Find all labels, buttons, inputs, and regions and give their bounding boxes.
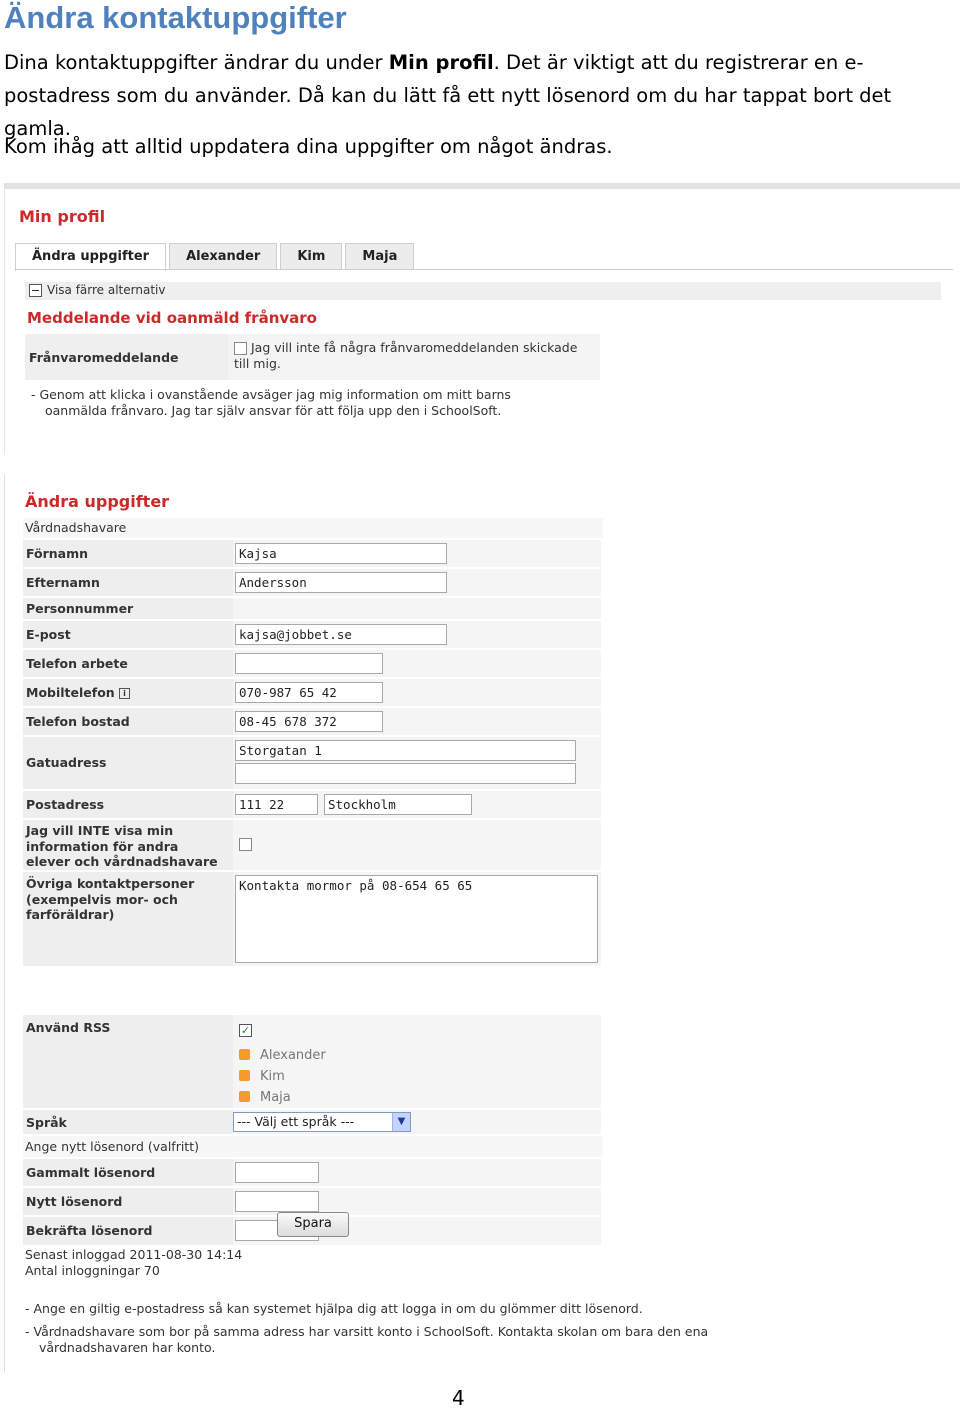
- street-input-2[interactable]: [235, 763, 576, 784]
- other-contacts-textarea[interactable]: Kontakta mormor på 08-654 65 65: [235, 875, 598, 963]
- tab-kim[interactable]: Kim: [280, 243, 342, 269]
- row-new-password: [23, 1188, 601, 1215]
- absence-label: Frånvaromeddelande: [29, 350, 179, 365]
- tab-divider: [15, 269, 953, 270]
- note-guardian-2: vårdnadshavaren har konto.: [39, 1340, 216, 1355]
- email-label: E-post: [26, 627, 71, 642]
- min-profil-emphasis: Min profil: [388, 51, 494, 74]
- absence-heading: Meddelande vid oanmäld frånvaro: [27, 309, 317, 327]
- rss-icon: [239, 1091, 250, 1102]
- email-input[interactable]: kajsa@jobbet.se: [235, 624, 447, 645]
- personal-number-label: Personnummer: [26, 601, 134, 616]
- rss-item-kim[interactable]: [239, 1069, 285, 1084]
- toggle-options-bar[interactable]: [25, 282, 941, 300]
- old-password-input[interactable]: [235, 1162, 319, 1183]
- row-last-name: [23, 569, 601, 596]
- other-contacts-label-1: Övriga kontaktpersoner: [26, 876, 195, 891]
- absence-row: [25, 334, 600, 380]
- rss-item-maja[interactable]: [239, 1090, 291, 1105]
- row-postal: [23, 791, 601, 818]
- absence-note-1: - Genom att klicka i ovanstående avsäger jag mig information om mitt barns: [31, 387, 511, 402]
- row-other-contacts: [23, 872, 601, 966]
- row-email: [23, 621, 601, 648]
- check-icon: ✓: [240, 1024, 251, 1037]
- language-select[interactable]: [233, 1112, 411, 1132]
- hide-info-label-3: elever och vårdnadshavare: [26, 854, 218, 869]
- info-icon[interactable]: i: [119, 688, 130, 699]
- profile-tabs: [15, 243, 414, 269]
- page-number: 4: [452, 1386, 465, 1410]
- first-name-label: Förnamn: [26, 546, 89, 561]
- toggle-options-label[interactable]: Visa färre alternativ: [47, 283, 166, 297]
- row-hide-info: [23, 820, 601, 870]
- hide-info-checkbox[interactable]: [239, 838, 252, 851]
- hide-info-label: [26, 823, 218, 870]
- other-contacts-label-3: farföräldrar): [26, 907, 115, 922]
- home-phone-label: Telefon bostad: [26, 714, 130, 729]
- intro-text-c: . Det är viktigt att du registrerar en e-postadress som du använder. Då kan du lätt få ett nytt lösenord om du har tappat bort det gamla.: [4, 51, 892, 140]
- row-street: [23, 737, 601, 789]
- row-language: [23, 1110, 601, 1134]
- row-mobile: [23, 679, 601, 706]
- hide-info-cell: [233, 820, 601, 870]
- new-password-label: Nytt lösenord: [26, 1194, 123, 1209]
- note-email: - Ange en giltig e-postadress så kan systemet hjälpa dig att logga in om du glömmer ditt lösenord.: [25, 1301, 643, 1316]
- edit-form-screenshot: [4, 474, 960, 1372]
- tab-andra-uppgifter[interactable]: Ändra uppgifter: [15, 243, 166, 271]
- hide-info-label-2: information för andra: [26, 838, 179, 854]
- rss-child-name: Alexander: [260, 1048, 326, 1063]
- row-rss: [23, 1015, 601, 1108]
- other-contacts-label: [26, 876, 194, 923]
- absence-option: [234, 340, 594, 372]
- last-login: Senast inloggad 2011-08-30 14:14: [25, 1247, 243, 1262]
- absence-note-2: oanmälda frånvaro. Jag tar själv ansvar för att följa upp den i SchoolSoft.: [45, 403, 502, 418]
- row-work-phone: [23, 650, 601, 677]
- mobile-label: Mobiltelefon: [26, 685, 115, 700]
- street-input-1[interactable]: Storgatan 1: [235, 740, 576, 761]
- work-phone-label: Telefon arbete: [26, 656, 128, 671]
- work-phone-input[interactable]: [235, 653, 383, 674]
- intro-text-a: Dina kontaktuppgifter ändrar du under: [4, 51, 389, 74]
- rss-icon: [239, 1070, 250, 1081]
- collapse-icon[interactable]: [29, 284, 42, 297]
- rss-child-name: Maja: [260, 1090, 291, 1105]
- city-input[interactable]: Stockholm: [324, 794, 472, 815]
- other-contacts-label-2: (exempelvis mor- och: [26, 891, 178, 907]
- language-selected: --- Välj ett språk ---: [237, 1114, 355, 1129]
- postal-code-input[interactable]: 111 22: [235, 794, 318, 815]
- absence-value-cell: [228, 334, 600, 380]
- tab-maja[interactable]: Maja: [345, 243, 414, 269]
- chevron-down-icon[interactable]: ▼: [392, 1113, 410, 1131]
- rss-checkbox[interactable]: [239, 1024, 252, 1037]
- login-count: Antal inloggningar 70: [25, 1263, 160, 1278]
- row-old-password: [23, 1159, 601, 1186]
- document-title: Ändra kontaktuppgifter: [4, 0, 347, 35]
- row-personal-number: [23, 598, 601, 619]
- profile-heading: Min profil: [19, 207, 106, 226]
- street-label: Gatuadress: [26, 755, 107, 770]
- new-password-input[interactable]: [235, 1191, 319, 1212]
- rss-item-alexander[interactable]: [239, 1048, 326, 1063]
- postal-label: Postadress: [26, 797, 105, 812]
- reminder-paragraph: Kom ihåg att alltid uppdatera dina uppgifter om något ändras.: [4, 135, 613, 158]
- mobile-input[interactable]: 070-987 65 42: [235, 682, 383, 703]
- tab-alexander[interactable]: Alexander: [169, 243, 277, 269]
- rss-child-name: Kim: [260, 1069, 285, 1084]
- home-phone-input[interactable]: 08-45 678 372: [235, 711, 383, 732]
- form-heading: Ändra uppgifter: [25, 492, 170, 511]
- absence-checkbox[interactable]: [234, 342, 247, 355]
- note-guardian-1: - Vårdnadshavare som bor på samma adress har varsitt konto i SchoolSoft. Kontakta skolan om bara den ena: [25, 1324, 709, 1339]
- last-name-label: Efternamn: [26, 575, 100, 590]
- mobile-label-group: [26, 685, 130, 701]
- guardian-subhead: Vårdnadshavare: [23, 518, 603, 538]
- row-home-phone: [23, 708, 601, 735]
- new-password-subhead: Ange nytt lösenord (valfritt): [23, 1136, 603, 1157]
- save-button[interactable]: Spara: [277, 1212, 349, 1237]
- confirm-password-label: Bekräfta lösenord: [26, 1223, 153, 1238]
- last-name-input[interactable]: Andersson: [235, 572, 447, 593]
- hide-info-label-1: Jag vill INTE visa min: [26, 823, 174, 838]
- rss-icon: [239, 1049, 250, 1060]
- old-password-label: Gammalt lösenord: [26, 1165, 156, 1180]
- language-label: Språk: [26, 1115, 67, 1130]
- first-name-input[interactable]: Kajsa: [235, 543, 447, 564]
- profile-screenshot: [4, 183, 960, 455]
- rss-label: Använd RSS: [26, 1020, 111, 1035]
- row-first-name: [23, 540, 601, 567]
- personal-number-cell: [233, 598, 601, 619]
- absence-checkbox-text: Jag vill inte få några frånvaromeddelanden skickade till mig.: [234, 340, 578, 371]
